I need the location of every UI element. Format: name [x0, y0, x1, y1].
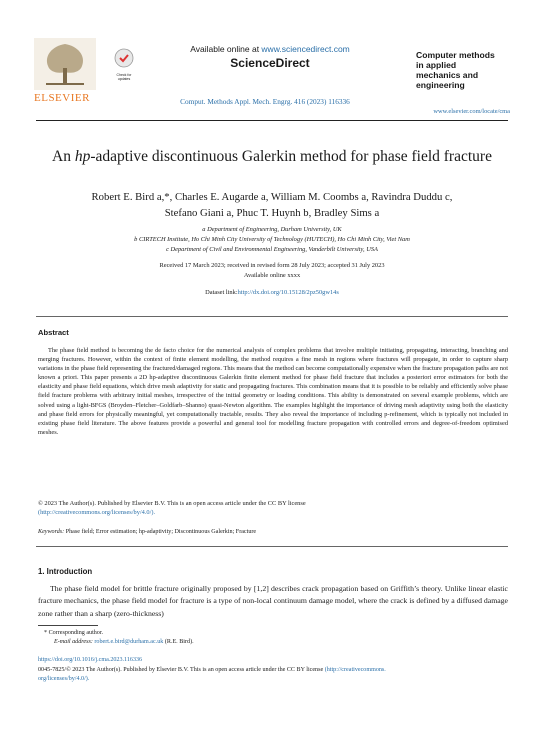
issn-text: 0045-7825/© 2023 The Author(s). Published by Elsevier B.V. This is an open access article under the CC BY license — [38, 667, 324, 673]
received-dates: Received 17 March 2023; received in revised form 28 July 2023; accepted 31 July 2023 — [159, 262, 385, 269]
intro-heading: 1. Introduction — [38, 567, 93, 576]
footnote-corresponding: * Corresponding author. — [44, 630, 104, 636]
journal-cover — [406, 50, 504, 102]
journal-citation[interactable]: Comput. Methods Appl. Mech. Engrg. 416 (2023) 116336 — [180, 97, 350, 106]
journal-title: Computer methods in applied mechanics and engineering — [416, 50, 495, 90]
elsevier-tree-icon — [34, 38, 96, 90]
doi-link[interactable]: https://doi.org/10.1016/j.cma.2023.116336 — [38, 657, 143, 663]
abstract-copyright — [38, 499, 508, 517]
footer-license-link-2[interactable]: org/licenses/by/4.0/). — [38, 676, 90, 682]
available-online-date: Available online xxxx — [243, 272, 301, 279]
article-title — [50, 147, 494, 166]
affiliation-b: b CIRTECH Institute, Ho Chi Minh City University of Technology (HUTECH), Ho Chi Minh City, Viet Nam — [134, 236, 410, 243]
email-label: E-mail address: — [54, 639, 93, 645]
abstract-heading: Abstract — [38, 328, 69, 337]
keywords-text: Phase field; Error estimation; hp-adaptivity; Discontinuous Galerkin; Fracture — [65, 529, 257, 535]
check-updates-icon — [114, 48, 134, 68]
affiliation-c: c Department of Civil and Environmental Engineering, Vanderbilt University, USA — [166, 246, 378, 253]
abstract-top-rule — [36, 316, 508, 317]
issn-line — [38, 666, 508, 684]
dataset-line — [40, 289, 504, 296]
dataset-link[interactable]: http://dx.doi.org/10.15128/2pz50gw14s — [237, 289, 339, 296]
email-link[interactable]: robert.e.bird@durham.ac.uk — [94, 639, 164, 645]
title-pre: An — [52, 148, 75, 165]
copyright-text: © 2023 The Author(s). Published by Elsevier B.V. This is an open access article under the CC BY license — [38, 500, 306, 507]
title-post: -adaptive discontinuous Galerkin method for phase field fracture — [90, 148, 492, 165]
check-updates-label: Check for updates — [116, 73, 132, 81]
authors-line-2: Stefano Giani a, Phuc T. Huynh b, Bradley Sims a — [164, 207, 380, 219]
email-suffix: (R.E. Bird). — [164, 639, 194, 645]
copyright-license-link[interactable]: (http://creativecommons.org/licenses/by/4.0/). — [38, 509, 156, 516]
intro-body: The phase field model for brittle fracture originally proposed by [1,2] describes crack propagation based on Griffith’s theory. Unlike linear elastic fracture mechanics, the phase field model for fracture is a type of non-local continuum damage model, where the crack is defined by a diffused damage zone rather than a sharp (zero-thickness) — [38, 584, 508, 618]
check-updates-badge[interactable] — [114, 48, 134, 81]
publisher-name: ELSEVIER — [34, 92, 90, 104]
keywords-line — [38, 528, 508, 536]
dataset-label: Dataset link: — [205, 289, 238, 296]
authors-line-1: Robert E. Bird a,*, Charles E. Augarde a, William M. Coombs a, Ravindra Duddu c, — [91, 191, 453, 203]
journal-url[interactable]: www.elsevier.com/locate/cma — [433, 108, 510, 115]
available-online-prefix: Available online at — [190, 44, 262, 54]
footnote-rule — [38, 625, 98, 626]
affiliation-a: a Department of Engineering, Durham University, UK — [202, 226, 342, 233]
abstract-bottom-rule — [36, 546, 508, 547]
elsevier-logo — [34, 38, 96, 90]
footer-license-link-1[interactable]: (http://creativecommons. — [324, 667, 386, 673]
keywords-label: Keywords: — [38, 529, 65, 535]
footnote-email — [54, 639, 194, 647]
header-rule — [36, 120, 508, 121]
available-online — [170, 44, 370, 54]
abstract-body: The phase field method is becoming the de facto choice for the numerical analysis of complex problems that involve multiple initiating, propagating, interacting, branching and merging fractures. However, within the context of finite element modelling, the method requires a fine mesh in regions where fractures will propagate, in order to capture sharp variations in the phase field representing the fractured/damaged regions. This means that the method can become computationally expensive when the fracture propagation paths are not known a priori. This paper presents a 2D hp-adaptive discontinuous Galerkin finite element method for phase field fracture that includes a posteriori error estimators for both the elasticity and phase field equations, which drive mesh adaptivity for static and propagating fractures. This combination means that it is possible to be reliably and efficiently solve phase field fracture problems with arbitrary initial meshes, irrespective of the initial geometry or loading conditions. This ability is demonstrated on several example problems, which are solved using a light-BFGS (Broyden–Fletcher–Goldfarb–Shanno) quasi-Newton algorithm. The examples highlight the importance of driving mesh adaptivity using both the elasticity and phase field errors for physically meaningful, yet computationally tractable, results. They also reveal the importance of including p-refinement, which is typically not included in existing phase field literature. The above features provide a powerful and general tool for modelling fracture propagation with controlled errors and degree-of-freedom optimised meshes. — [38, 347, 508, 436]
platform-name: ScienceDirect — [230, 56, 310, 70]
sciencedirect-link[interactable]: www.sciencedirect.com — [261, 44, 350, 54]
title-hp: hp — [74, 148, 91, 165]
